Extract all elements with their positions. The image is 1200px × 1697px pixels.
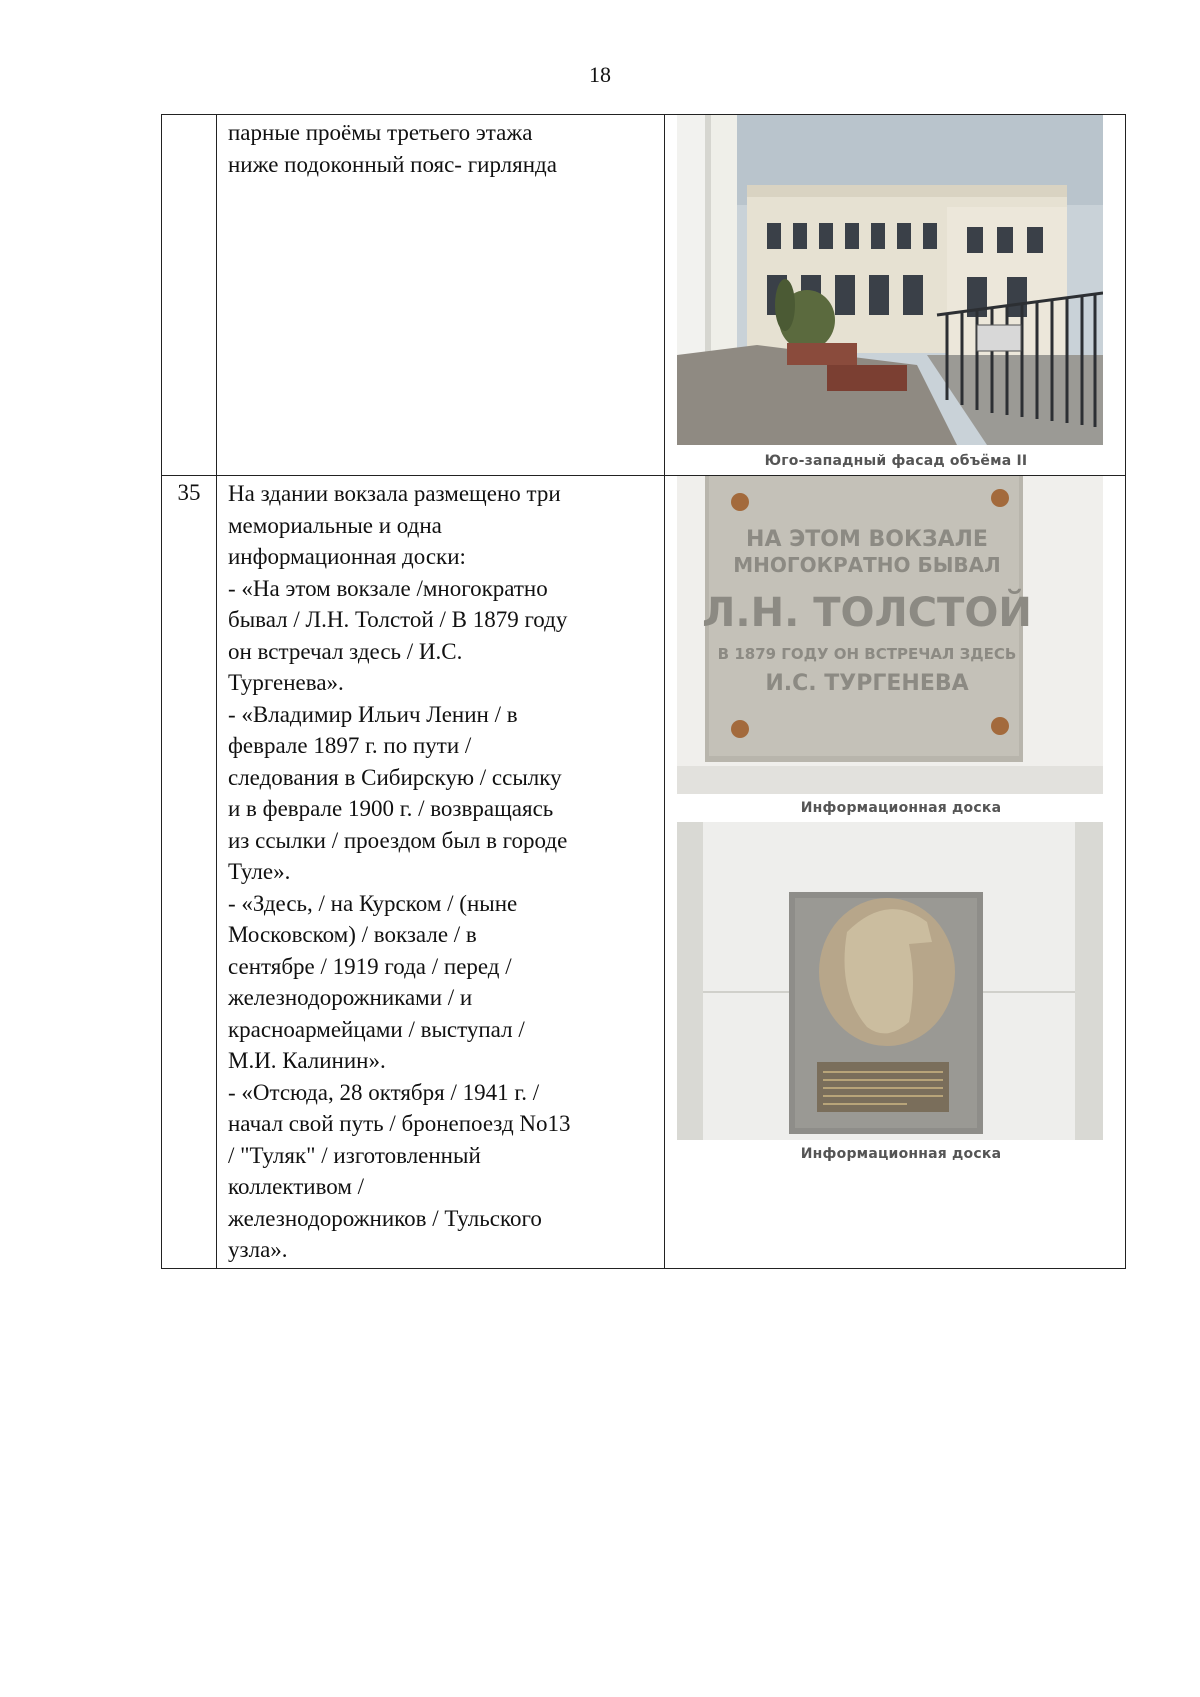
- text-line: парные проёмы третьего этажа: [228, 120, 533, 145]
- text-line: феврале 1897 г. по пути /: [228, 733, 472, 758]
- text-line: он встречал здесь / И.С.: [228, 638, 463, 664]
- text-line: бывал / Л.Н. Толстой / В 1879 году: [228, 607, 568, 632]
- text-line: из ссылки / проездом был в городе: [228, 827, 568, 853]
- text-line: мемориальные и одна: [228, 512, 442, 538]
- figure-caption: Информационная доска: [800, 800, 1002, 816]
- row-number: [162, 115, 217, 476]
- text-line: начал свой путь / бронепоезд No13: [228, 1111, 571, 1136]
- text-line: узла».: [228, 1237, 288, 1262]
- text-line: - «Здесь, / на Курском / (ныне: [228, 890, 518, 916]
- text-line: - «Отсюда, 28 октября / 1941 г. /: [228, 1079, 540, 1105]
- text-line: железнодорожниками / и: [228, 985, 473, 1010]
- figure-caption: Юго-западный фасад объёма II: [764, 453, 1028, 469]
- text-line: и в феврале 1900 г. / возвращаясь: [228, 796, 554, 821]
- row-number: 35: [162, 476, 217, 1269]
- row-photos: [665, 476, 1126, 1269]
- plaque-line: МНОГОКРАТНО БЫВАЛ: [733, 553, 1001, 577]
- table-row: [162, 476, 1126, 1269]
- row-description: [217, 476, 665, 1269]
- plaque-line: В 1879 ГОДУ ОН ВСТРЕЧАЛ ЗДЕСЬ: [717, 645, 1017, 663]
- text-line: - «Владимир Ильич Ленин / в: [228, 701, 518, 727]
- text-line: коллективом /: [228, 1174, 365, 1199]
- plaque-line: И.С. ТУРГЕНЕВА: [765, 671, 969, 696]
- text-line: железнодорожников / Тульского: [228, 1205, 542, 1231]
- building-facade-photo-icon: [677, 115, 1103, 445]
- text-line: красноармейцами / выступал /: [228, 1016, 525, 1042]
- monument-table: [161, 114, 1126, 1269]
- text-line: - «На этом вокзале /многократно: [228, 575, 548, 601]
- text-line: информационная доски:: [228, 544, 466, 569]
- row-photos: [665, 115, 1126, 476]
- text-line: Туле».: [228, 859, 291, 884]
- text-line: Московском) / вокзале / в: [228, 922, 477, 947]
- memorial-plaque-photo-icon: [677, 476, 1103, 794]
- table-row: [162, 115, 1126, 476]
- row-description: [217, 115, 665, 476]
- page-number: 18: [589, 62, 611, 87]
- text-line: ниже подоконный пояс- гирлянда: [228, 151, 557, 177]
- figure-caption: Информационная доска: [800, 1146, 1002, 1162]
- plaque-line: НА ЭТОМ ВОКЗАЛЕ: [746, 527, 988, 552]
- text-line: / "Туляк" / изготовленный: [228, 1142, 481, 1168]
- relief-plaque-photo-icon: [677, 822, 1103, 1140]
- text-line: следования в Сибирскую / ссылку: [228, 764, 562, 790]
- plaque-line: Л.Н. ТОЛСТОЙ: [702, 590, 1032, 636]
- relief-plaque-figure: [677, 822, 1125, 1162]
- text-line: М.И. Калинин».: [228, 1048, 386, 1073]
- text-line: Тургенева».: [228, 670, 344, 695]
- tolstoy-plaque-figure: [677, 476, 1125, 816]
- text-line: На здании вокзала размещено три: [228, 481, 561, 506]
- facade-photo-figure: [677, 115, 1125, 469]
- text-line: сентябре / 1919 года / перед /: [228, 953, 512, 979]
